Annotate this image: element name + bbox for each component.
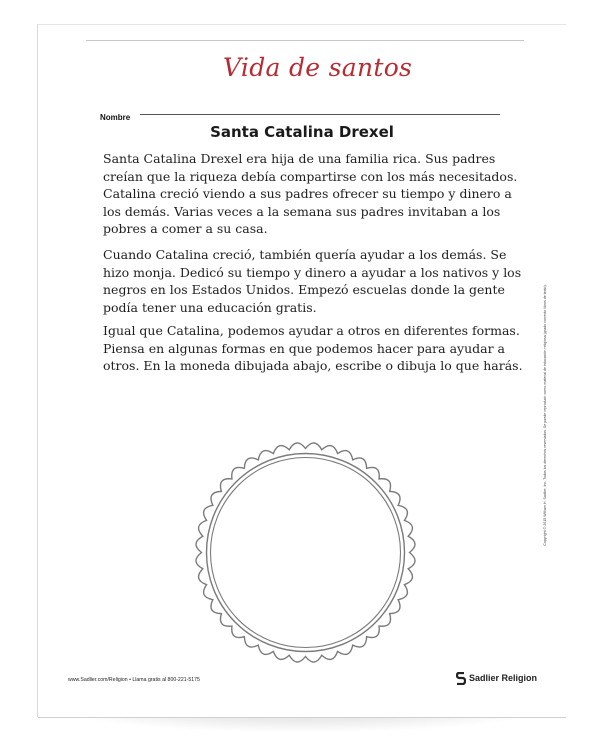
worksheet-page [38, 24, 566, 717]
brand-name: Sadlier Religion [469, 673, 538, 683]
copyright-text: Copyright © 2015 William H. Sadlier, Inc. Todos los derechos reservados. Se puede reproducir como material de educación religiosa (grado correcto libros de texto). [543, 284, 547, 546]
paragraph-1: Santa Catalina Drexel era hija de una familia rica. Sus padres creían que la riqueza debía compartirse con los más necesitados. Catalina creció viendo a sus padres ofrecer su tiempo y dinero a los demás. Varias veces a la semana sus padres invitaban a los pobres a comer a su casa. [103, 151, 518, 237]
copyright-notice [536, 195, 554, 635]
page-title: Santa Catalina Drexel [210, 123, 394, 141]
name-write-line[interactable] [140, 114, 500, 115]
brand-logo[interactable] [456, 670, 537, 686]
name-label: Nombre [100, 113, 131, 122]
series-title: Vida de santos [223, 53, 413, 82]
paragraph-2: Cuando Catalina creció, también quería ayudar a los demás. Se hizo monja. Dedicó su tiempo y dinero a ayudar a los nativos y los negros en los Estados Unidos. Empezó escuelas donde la gente podía tener una educación gratis. [103, 247, 522, 315]
name-row [100, 105, 500, 122]
coin-scalloped-edge [196, 443, 415, 662]
sadlier-s-logo-icon [456, 672, 466, 685]
scalloped-coin-icon[interactable] [187, 434, 424, 671]
top-rule [86, 40, 524, 41]
paragraph-3: Igual que Catalina, podemos ayudar a otros en diferentes formas. Piensa en algunas formas en que podemos hacer para ayudar a otros. En la moneda dibujada abajo, escribe o dibuja lo que harás. [103, 323, 523, 374]
footer-contact[interactable]: www.Sadlier.com/Religion • Llama gratis al 800-221-5175 [68, 677, 200, 683]
